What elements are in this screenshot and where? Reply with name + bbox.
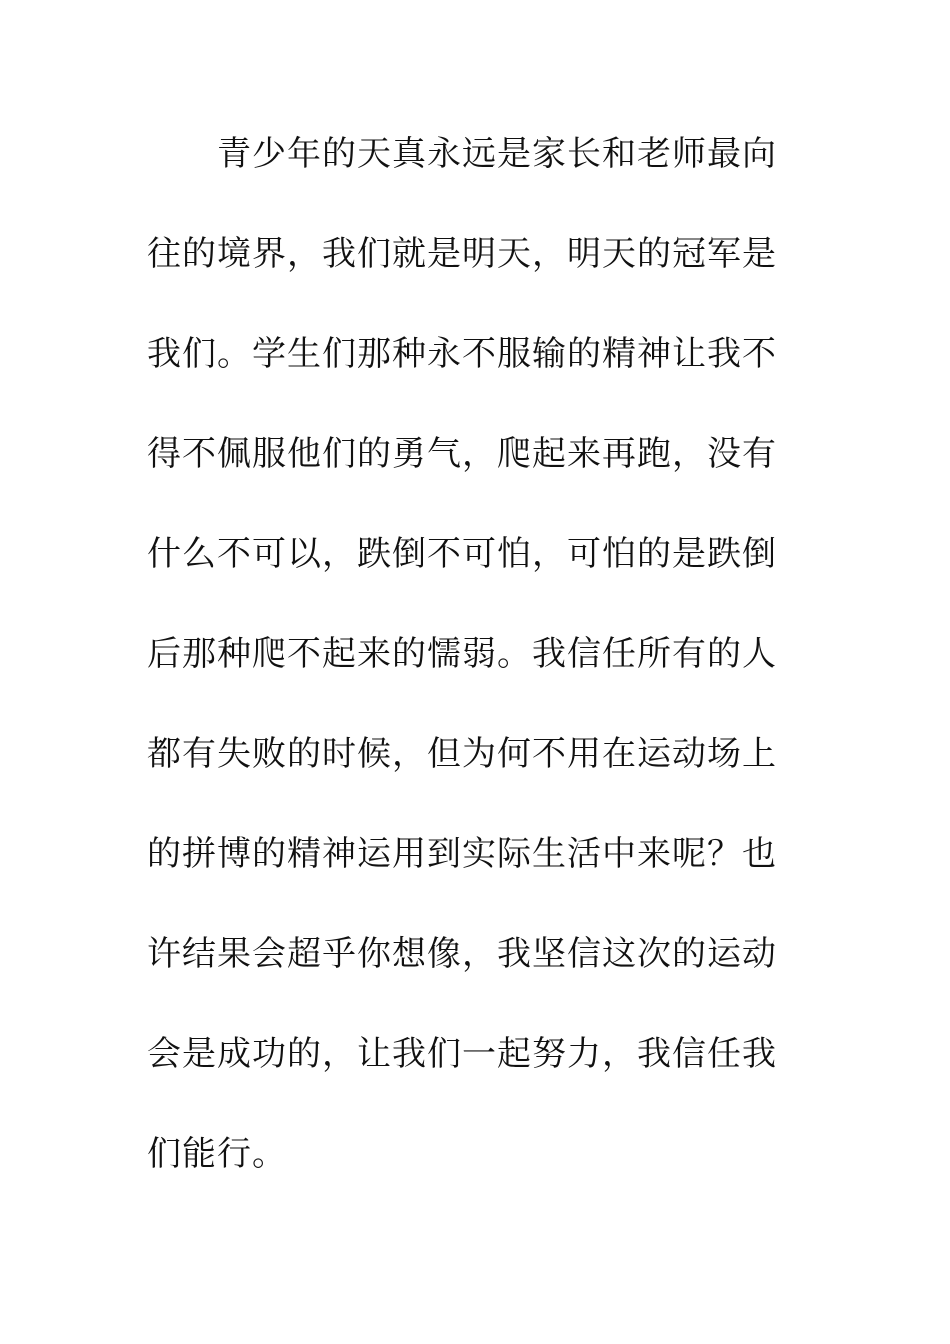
paragraph-line-5: 什么不可以，跌倒不可怕，可怕的是跌倒 [147, 534, 777, 574]
paragraph-line-4: 得不佩服他们的勇气，爬起来再跑，没有 [147, 434, 777, 474]
paragraph-line-3: 我们。学生们那种永不服输的精神让我不 [147, 334, 777, 374]
paragraph-line-8: 的拼博的精神运用到实际生活中来呢？也 [147, 834, 777, 874]
paragraph-line-11: 们能行。 [147, 1134, 287, 1174]
paragraph-line-7: 都有失败的时候，但为何不用在运动场上 [147, 734, 777, 774]
paragraph-line-9: 许结果会超乎你想像，我坚信这次的运动 [147, 934, 777, 974]
paragraph-line-1: 青少年的天真永远是家长和老师最向 [217, 134, 777, 174]
body-paragraph [147, 121, 807, 1221]
paragraph-line-6: 后那种爬不起来的懦弱。我信任所有的人 [147, 634, 777, 674]
paragraph-line-10: 会是成功的，让我们一起努力，我信任我 [147, 1034, 777, 1074]
paragraph-line-2: 往的境界，我们就是明天，明天的冠军是 [147, 234, 777, 274]
